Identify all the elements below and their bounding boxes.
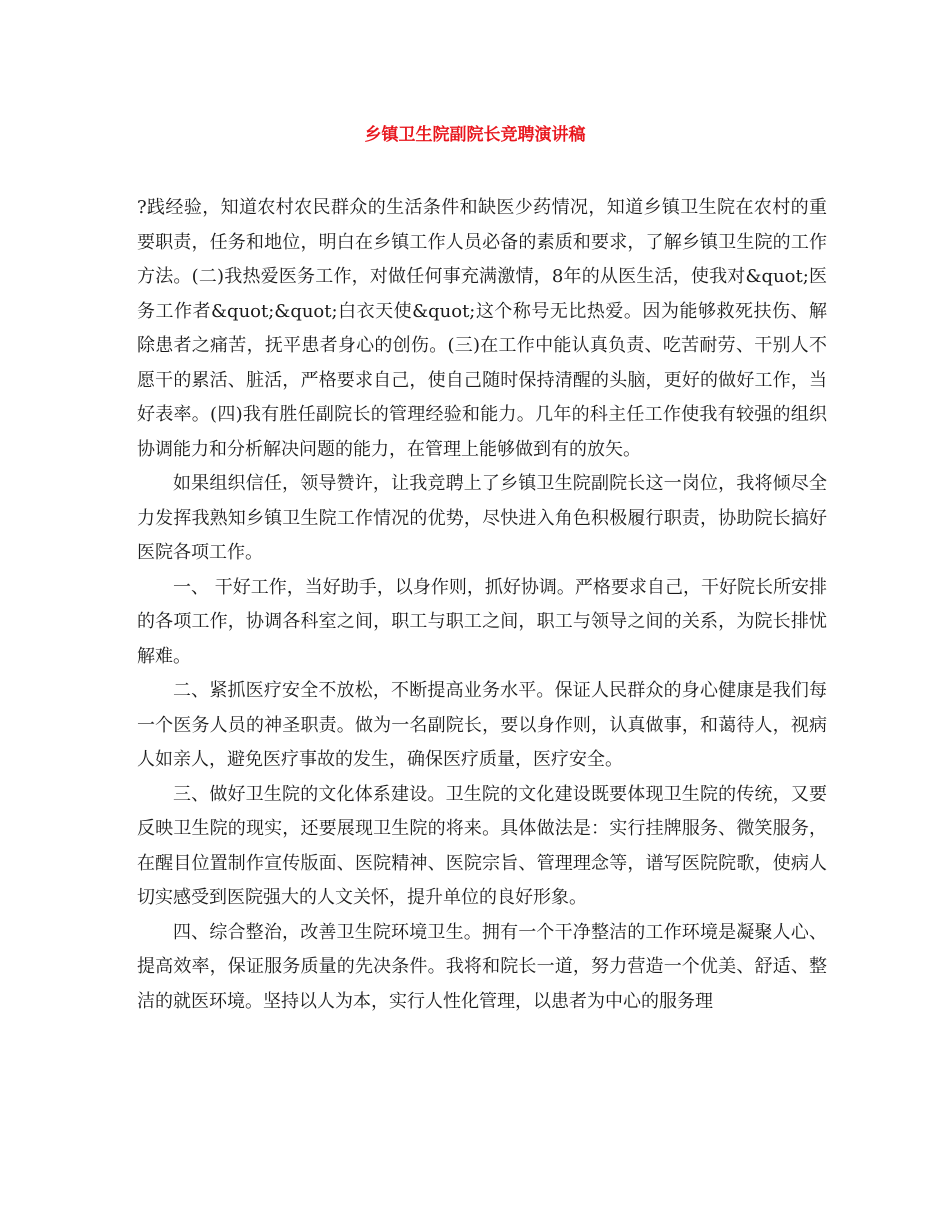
body-paragraph: 如果组织信任，领导赞许，让我竞聘上了乡镇卫生院副院长这一岗位，我将倾尽全力发挥我熟知乡镇卫生院工作情况的优势，尽快进入角色积极履行职责，协助院长搞好医院各项工作。 [137,473,827,563]
document-title: 乡镇卫生院副院长竞聘演讲稿 [364,125,586,145]
document-body [137,191,827,1019]
body-paragraph: 二、紧抓医疗安全不放松，不断提高业务水平。保证人民群众的身心健康是我们每一个医务人员的神圣职责。做为一名副院长，要以身作则，认真做事，和蔼待人，视病人如亲人，避免医疗事故的发生，确保医疗质量，医疗安全。 [137,680,827,770]
body-paragraph: 一、 干好工作，当好助手，以身作则，抓好协调。严格要求自己，干好院长所安排的各项工作，协调各科室之间，职工与职工之间，职工与领导之间的关系，为院长排忧解难。 [137,576,827,667]
body-paragraph: ?践经验，知道农村农民群众的生活条件和缺医少药情况，知道乡镇卫生院在农村的重要职责，任务和地位，明白在乡镇工作人员必备的素质和要求，了解乡镇卫生院的工作方法。(二)我热爱医务工作，对做任何事充满激情，8年的从医生活，使我对&quot;医务工作者&quot;&quot;白衣天使&quot;这个称号无比热爱。因为能够救死扶伤、解除患者之痛苦，抚平患者身心的创伤。(三)在工作中能认真负责、吃苦耐劳、干别人不愿干的累活、脏活，严格要求自己，使自己随时保持清醒的头脑，更好的做好工作，当好表率。(四)我有胜任副院长的管理经验和能力。几年的科主任工作使我有较强的组织协调能力和分析解决问题的能力，在管理上能够做到有的放矢。 [137,197,827,460]
body-paragraph: 三、做好卫生院的文化体系建设。卫生院的文化建设既要体现卫生院的传统，又要反映卫生院的现实，还要展现卫生院的将来。具体做法是：实行挂牌服务、微笑服务，在醒目位置制作宣传版面、医院精神、医院宗旨、管理理念等，谱写医院院歌，使病人切实感受到医院强大的人文关怀，提升单位的良好形象。 [137,783,827,908]
body-paragraph: 四、综合整治，改善卫生院环境卫生。拥有一个干净整洁的工作环境是凝聚人心、提高效率，保证服务质量的先决条件。我将和院长一道，努力营造一个优美、舒适、整洁的就医环境。坚持以人为本，实行人性化管理，以患者为中心的服务理 [137,921,827,1012]
